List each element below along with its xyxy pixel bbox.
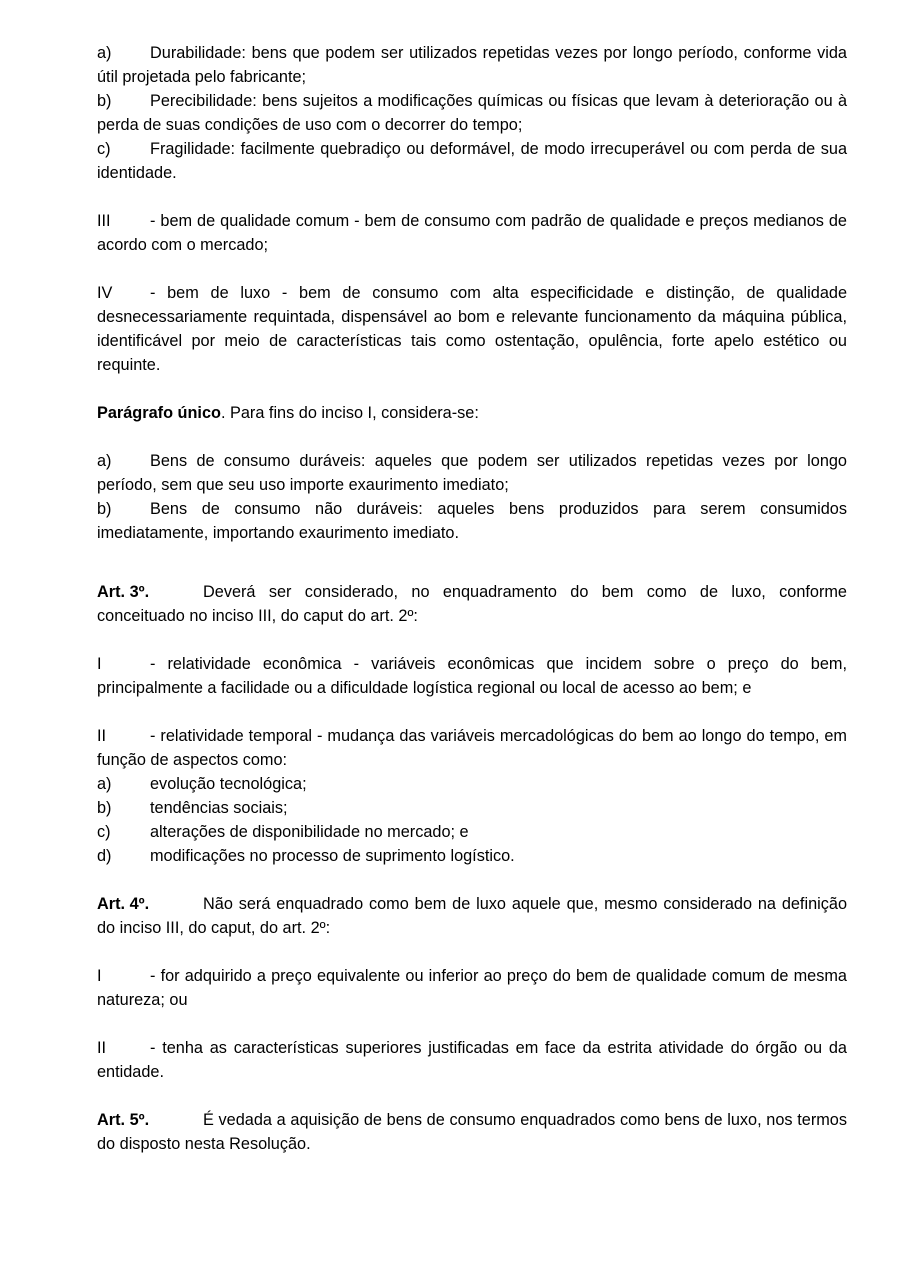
inciso-iv bbox=[97, 281, 847, 377]
art-3 bbox=[97, 580, 847, 628]
inciso-marker: II bbox=[97, 1039, 107, 1057]
list-marker: d) bbox=[97, 847, 112, 865]
list-item bbox=[97, 89, 847, 137]
list-marker: b) bbox=[97, 92, 112, 110]
inciso-marker: IV bbox=[97, 284, 113, 302]
art-4-inciso-ii bbox=[97, 1036, 847, 1084]
inciso-text: - relatividade temporal - mudança das variáveis mercadológicas do bem ao longo do tempo, em função de aspectos como: bbox=[97, 727, 847, 769]
list-text: Fragilidade: facilmente quebradiço ou deformável, de modo irrecuperável ou com perda de sua identidade. bbox=[97, 140, 847, 182]
paragrafo-label: Parágrafo único bbox=[97, 404, 221, 422]
art-label: Art. 3º. bbox=[97, 583, 150, 601]
inciso-text: - bem de qualidade comum - bem de consumo com padrão de qualidade e preços medianos de acordo com o mercado; bbox=[97, 212, 847, 254]
art-3-inciso-i bbox=[97, 652, 847, 700]
list-text: tendências sociais; bbox=[150, 799, 288, 817]
list-text: Bens de consumo não duráveis: aqueles bens produzidos para serem consumidos imediatamente, importando exaurimento imediato. bbox=[97, 500, 847, 542]
list-item bbox=[97, 844, 847, 868]
list-text: evolução tecnológica; bbox=[150, 775, 307, 793]
list-text: Perecibilidade: bens sujeitos a modificações químicas ou físicas que levam à deterioração ou à perda de suas condições de uso com o decorrer do tempo; bbox=[97, 92, 847, 134]
list-marker: c) bbox=[97, 823, 111, 841]
list-marker: b) bbox=[97, 500, 112, 518]
list-text: modificações no processo de suprimento logístico. bbox=[150, 847, 515, 865]
list-item bbox=[97, 41, 847, 89]
art-4-inciso-i bbox=[97, 964, 847, 1012]
paragrafo-unico bbox=[97, 401, 847, 425]
art-3-inciso-ii bbox=[97, 724, 847, 772]
list-marker: b) bbox=[97, 799, 112, 817]
list-marker: a) bbox=[97, 452, 112, 470]
list-text: alterações de disponibilidade no mercado; e bbox=[150, 823, 469, 841]
inciso-iii bbox=[97, 209, 847, 257]
document-page bbox=[97, 41, 847, 1156]
art-5 bbox=[97, 1108, 847, 1156]
inciso-marker: III bbox=[97, 212, 111, 230]
art-label: Art. 4º. bbox=[97, 895, 150, 913]
art-text: Não será enquadrado como bem de luxo aquele que, mesmo considerado na definição do inciso III, do caput, do art. 2º: bbox=[97, 895, 847, 937]
inciso-text: - tenha as características superiores justificadas em face da estrita atividade do órgão ou da entidade. bbox=[97, 1039, 847, 1081]
art-4 bbox=[97, 892, 847, 940]
art-text: É vedada a aquisição de bens de consumo enquadrados como bens de luxo, nos termos do disposto nesta Resolução. bbox=[97, 1111, 847, 1153]
list-text: Bens de consumo duráveis: aqueles que podem ser utilizados repetidas vezes por longo período, sem que seu uso importe exaurimento imediato; bbox=[97, 452, 847, 494]
art-label: Art. 5º. bbox=[97, 1111, 150, 1129]
inciso-marker: I bbox=[97, 655, 102, 673]
inciso-marker: I bbox=[97, 967, 102, 985]
list-marker: a) bbox=[97, 775, 112, 793]
list-text: Durabilidade: bens que podem ser utilizados repetidas vezes por longo período, conforme vida útil projetada pelo fabricante; bbox=[97, 44, 847, 86]
list-marker: a) bbox=[97, 44, 112, 62]
art-text: Deverá ser considerado, no enquadramento do bem como de luxo, conforme conceituado no inciso III, do caput do art. 2º: bbox=[97, 583, 847, 625]
inciso-text: - for adquirido a preço equivalente ou inferior ao preço do bem de qualidade comum de mesma natureza; ou bbox=[97, 967, 847, 1009]
inciso-text: - bem de luxo - bem de consumo com alta especificidade e distinção, de qualidade desnecessariamente requintada, dispensável ao bom e relevante funcionamento da máquina pública, identificável por meio de características tais como ostentação, opulência, forte apelo estético ou requinte. bbox=[97, 284, 847, 374]
inciso-marker: II bbox=[97, 727, 107, 745]
list-item bbox=[97, 449, 847, 497]
list-marker: c) bbox=[97, 140, 111, 158]
list-item bbox=[97, 820, 847, 844]
paragrafo-text: . Para fins do inciso I, considera-se: bbox=[220, 404, 479, 422]
inciso-text: - relatividade econômica - variáveis econômicas que incidem sobre o preço do bem, principalmente a facilidade ou a dificuldade logística regional ou local de acesso ao bem; e bbox=[97, 655, 847, 697]
list-item bbox=[97, 497, 847, 545]
list-item bbox=[97, 137, 847, 185]
list-item bbox=[97, 772, 847, 796]
list-item bbox=[97, 796, 847, 820]
